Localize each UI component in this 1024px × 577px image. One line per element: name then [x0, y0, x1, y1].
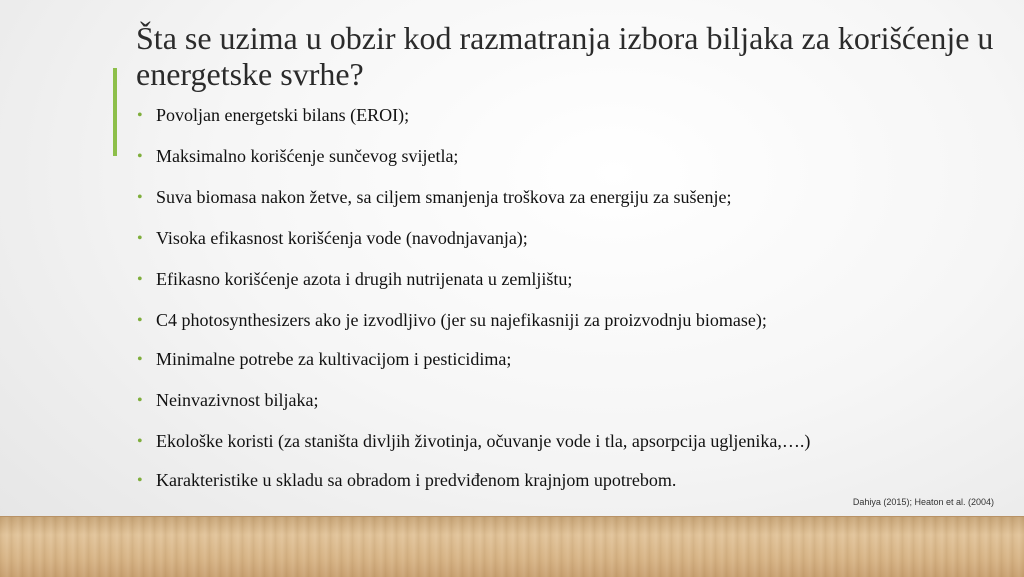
- slide-title: Šta se uzima u obzir kod razmatranja izbora biljaka za korišćenje u energetske svrhe?: [136, 20, 994, 92]
- bullet-dot-icon: •: [137, 189, 143, 206]
- bullet-text: Maksimalno korišćenje sunčevog svijetla;: [156, 146, 459, 166]
- bullet-dot-icon: •: [137, 271, 143, 288]
- bullet-list: [136, 104, 996, 510]
- citation-text: Dahiya (2015); Heaton et al. (2004): [852, 497, 994, 507]
- bullet-dot-icon: •: [137, 148, 143, 165]
- bullet-dot-icon: •: [137, 312, 143, 329]
- bullet-dot-icon: •: [137, 351, 143, 368]
- bullet-item: [136, 389, 996, 412]
- bullet-text: Karakteristike u skladu sa obradom i predviđenom krajnjom upotrebom.: [156, 470, 677, 490]
- title-accent-bar: [113, 68, 117, 156]
- bullet-item: [136, 104, 996, 127]
- bullet-item: [136, 145, 996, 168]
- bullet-item: [136, 309, 996, 332]
- bullet-text: Neinvazivnost biljaka;: [156, 390, 319, 410]
- bullet-item: [136, 186, 996, 209]
- bullet-text: Minimalne potrebe za kultivacijom i pesticidima;: [156, 349, 512, 369]
- bullet-dot-icon: •: [137, 107, 143, 124]
- bullet-item: [136, 469, 996, 492]
- wood-floor-background: [0, 516, 1024, 577]
- bullet-item: [136, 227, 996, 250]
- bullet-text: Povoljan energetski bilans (EROI);: [156, 105, 410, 125]
- bullet-item: [136, 430, 996, 453]
- bullet-text: Ekološke koristi (za staništa divljih životinja, očuvanje vode i tla, apsorpcija ugljenika,….): [156, 431, 811, 451]
- bullet-dot-icon: •: [137, 392, 143, 409]
- bullet-dot-icon: •: [137, 472, 143, 489]
- bullet-text: Suva biomasa nakon žetve, sa ciljem smanjenja troškova za energiju za sušenje;: [156, 187, 732, 207]
- bullet-dot-icon: •: [137, 433, 143, 450]
- bullet-text: Efikasno korišćenje azota i drugih nutrijenata u zemljištu;: [156, 269, 573, 289]
- bullet-item: [136, 348, 996, 371]
- bullet-text: C4 photosynthesizers ako je izvodljivo (jer su najefikasniji za proizvodnju biomase);: [156, 310, 767, 330]
- bullet-item: [136, 268, 996, 291]
- bullet-dot-icon: •: [137, 230, 143, 247]
- bullet-text: Visoka efikasnost korišćenja vode (navodnjavanja);: [156, 228, 528, 248]
